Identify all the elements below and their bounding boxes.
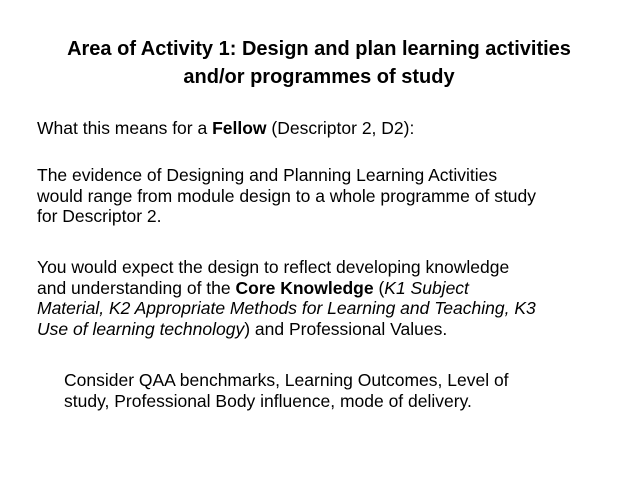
title-line-2: and/or programmes of study <box>183 66 455 88</box>
core-knowledge-paragraph <box>37 257 612 339</box>
p2-line-1: The evidence of Designing and Planning Learning Activities <box>37 165 498 185</box>
slide-title <box>20 35 618 91</box>
fellow-intro-paragraph <box>37 118 612 139</box>
evidence-paragraph <box>37 165 612 227</box>
p4-line-2: study, Professional Body influence, mode of delivery. <box>64 390 472 411</box>
p3-line-4-italic: Use of learning technology <box>37 318 245 339</box>
p3-line-1: You would expect the design to reflect developing knowledge <box>37 257 510 277</box>
p3-line-2-italic: K1 Subject <box>384 277 469 298</box>
fellow-bold-text: Fellow <box>212 118 267 138</box>
title-line-1: Area of Activity 1: Design and plan learning activities <box>67 38 571 60</box>
p2-line-2: would range from module design to a whole programme of study <box>37 185 537 206</box>
core-knowledge-bold-text: Core Knowledge <box>235 277 374 298</box>
p4-line-1: Consider QAA benchmarks, Learning Outcomes, Level of <box>64 370 509 390</box>
p3-line-3-italic: Material, K2 Appropriate Methods for Learning and Teaching, K3 <box>37 298 536 318</box>
p1-before: What this means for a <box>37 118 213 138</box>
p1-after: (Descriptor 2, D2): <box>266 118 415 138</box>
p3-line-4-after: ) and Professional Values. <box>244 318 448 339</box>
consider-paragraph <box>64 370 609 411</box>
p2-line-3: for Descriptor 2. <box>37 206 162 226</box>
p3-line-2-before: and understanding of the <box>37 277 236 298</box>
p3-open-paren: ( <box>373 277 385 298</box>
